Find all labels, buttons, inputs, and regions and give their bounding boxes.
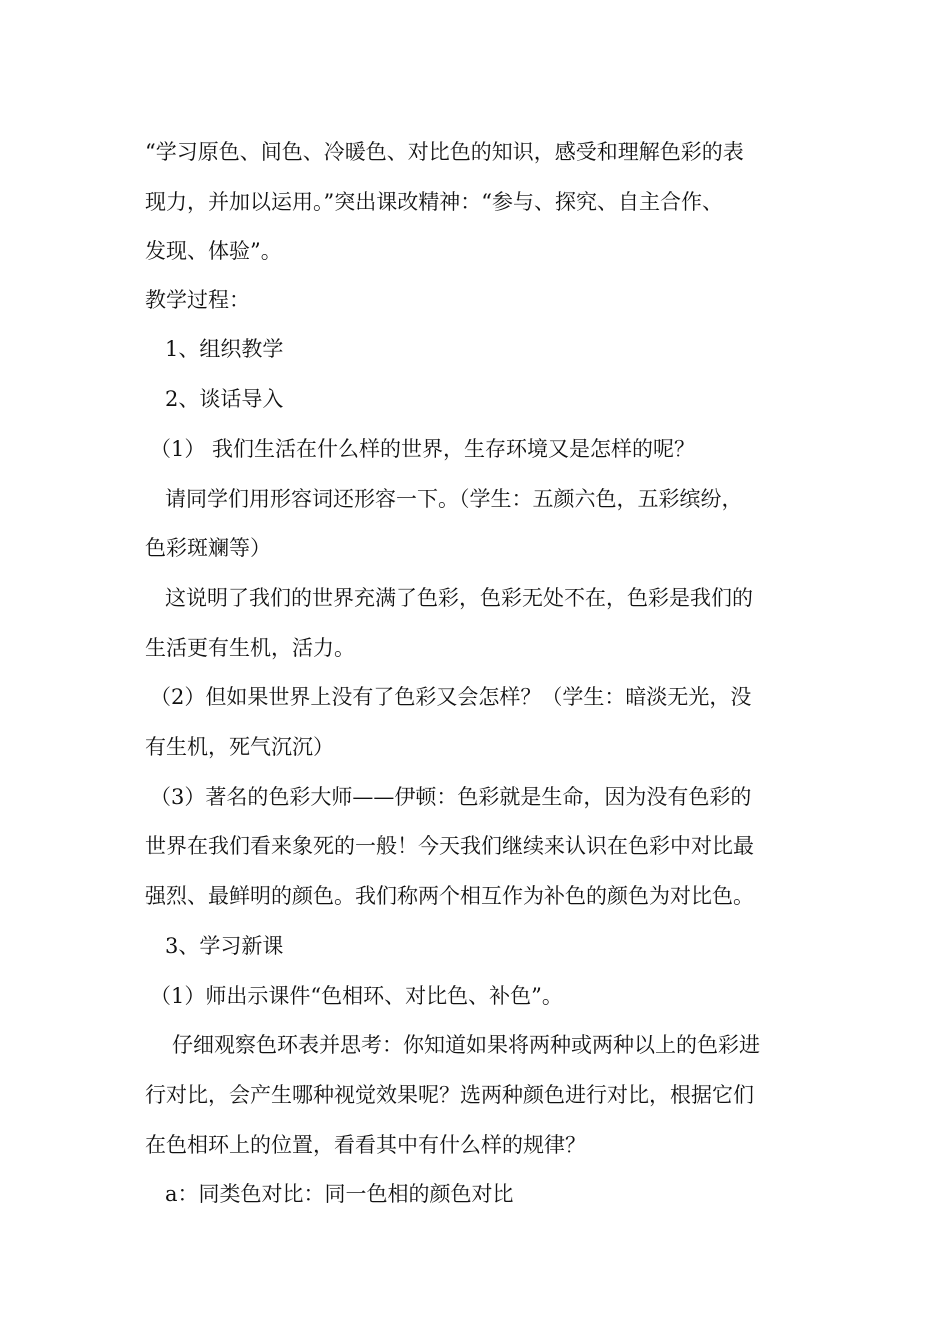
text-line: （2）但如果世界上没有了色彩又会怎样？（学生：暗淡无光，没	[150, 685, 752, 709]
list-item-heading: 1、组织教学	[165, 337, 284, 361]
text-line: 行对比，会产生哪种视觉效果呢？选两种颜色进行对比，根据它们	[145, 1083, 754, 1107]
text-line: a：同类色对比：同一色相的颜色对比	[165, 1182, 514, 1206]
text-line: 生活更有生机，活力。	[145, 636, 355, 660]
text-line: 有生机，死气沉沉）	[145, 735, 334, 759]
text-line: 世界在我们看来象死的一般！今天我们继续来认识在色彩中对比最	[145, 834, 754, 858]
text-line: “学习原色、间色、冷暖色、对比色的知识，感受和理解色彩的表	[145, 140, 744, 164]
text-line: 这说明了我们的世界充满了色彩，色彩无处不在，色彩是我们的	[165, 586, 753, 610]
text-line: （1）师出示课件“色相环、对比色、补色”。	[150, 984, 563, 1008]
text-line: 发现、体验”。	[145, 239, 282, 263]
text-line: 在色相环上的位置，看看其中有什么样的规律？	[145, 1133, 586, 1157]
text-line: （1） 我们生活在什么样的世界，生存环境又是怎样的呢？	[150, 437, 696, 461]
list-item-heading: 3、学习新课	[165, 934, 284, 958]
text-line: 色彩斑斓等）	[145, 536, 271, 560]
list-item-heading: 2、谈话导入	[165, 387, 284, 411]
text-line: （3）著名的色彩大师——伊顿：色彩就是生命，因为没有色彩的	[150, 785, 752, 809]
text-line: 现力，并加以运用。”突出课改精神：“参与、探究、自主合作、	[145, 190, 723, 214]
text-line: 仔细观察色环表并思考：你知道如果将两种或两种以上的色彩进	[172, 1033, 760, 1057]
text-line: 强烈、最鲜明的颜色。我们称两个相互作为补色的颜色为对比色。	[145, 884, 754, 908]
text-line: 请同学们用形容词还形容一下。（学生：五颜六色，五彩缤纷，	[165, 487, 743, 511]
section-heading: 教学过程：	[145, 288, 250, 312]
